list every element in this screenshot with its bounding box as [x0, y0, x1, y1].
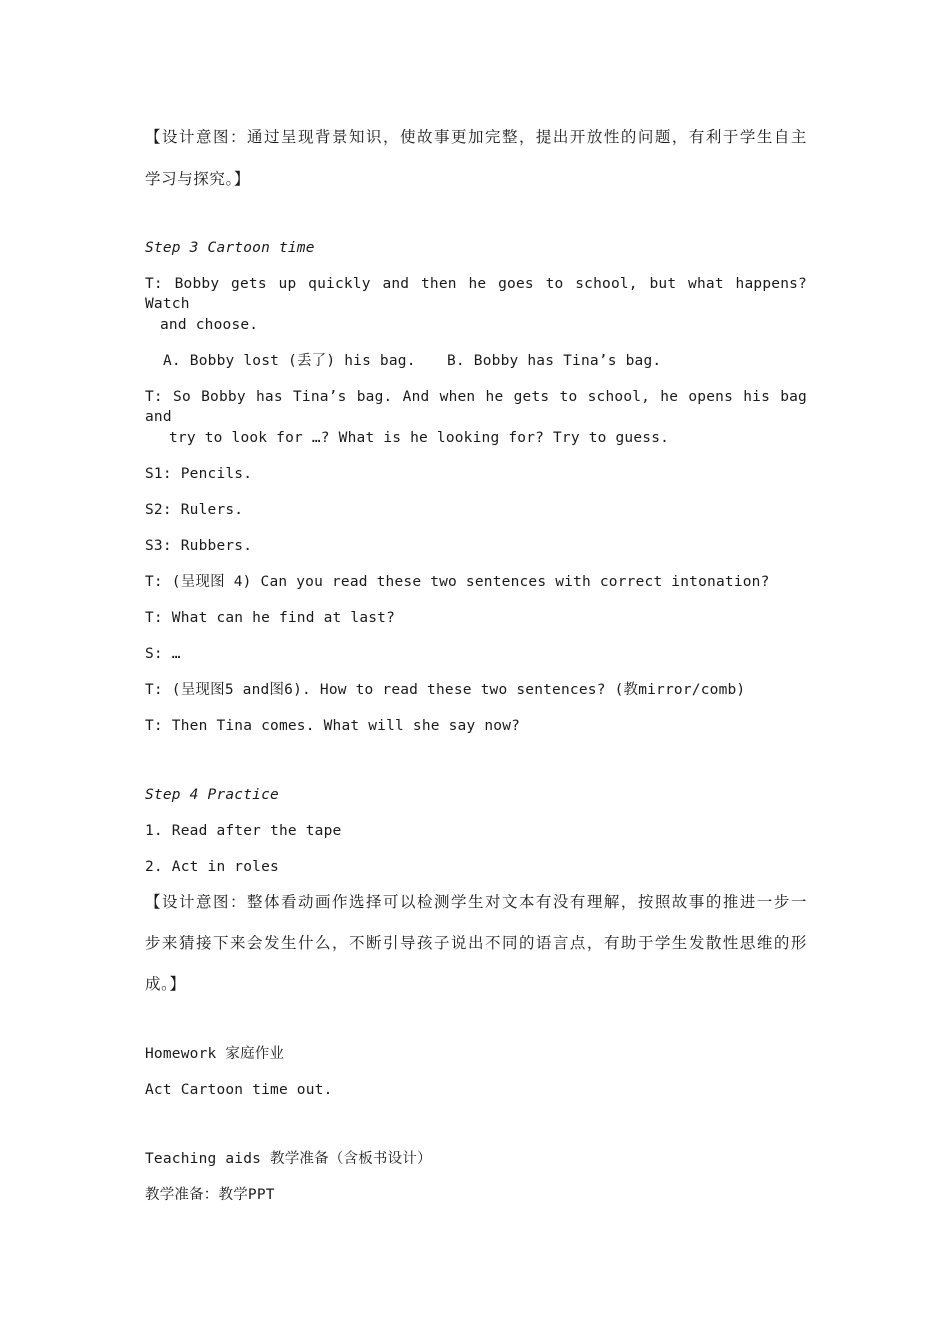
step-4-heading: Step 4 Practice [145, 787, 279, 803]
option-a: A. Bobby lost (丢了) his bag. [163, 353, 416, 369]
step-3-heading: Step 3 Cartoon time [145, 240, 315, 256]
teacher-line-2-cont: try to look for …? What is he looking for? Try to guess. [169, 430, 670, 446]
student-1-line: S1: Pencils. [145, 466, 253, 482]
homework-heading: Homework 家庭作业 [145, 1046, 285, 1062]
design-intent-note-2-line-2: 步来猜接下来会发生什么，不断引导孩子说出不同的语言点，有助于学生发散性思维的形 [145, 934, 807, 952]
design-intent-note-1-line-1: 【设计意图：通过呈现背景知识，使故事更加完整，提出开放性的问题，有利于学生自主 [145, 128, 807, 146]
teaching-aids-text: 教学准备：教学PPT [145, 1187, 275, 1203]
student-3-line: S3: Rubbers. [145, 538, 253, 554]
teacher-line-6: T: Then Tina comes. What will she say now? [145, 718, 521, 734]
practice-item-1: 1. Read after the tape [145, 823, 342, 839]
teacher-line-2: T: So Bobby has Tina’s bag. And when he gets to school, he opens his bag and [145, 389, 807, 425]
teacher-line-5: T: (呈现图5 and图6). How to read these two sentences? (教mirror/comb) [145, 682, 746, 698]
design-intent-note-2-line-3: 成。】 [145, 975, 186, 993]
teacher-line-1-cont: and choose. [160, 317, 259, 333]
teaching-aids-heading: Teaching aids 教学准备（含板书设计） [145, 1151, 432, 1167]
student-line: S: … [145, 646, 181, 662]
design-intent-note-2-line-1: 【设计意图：整体看动画作选择可以检测学生对文本有没有理解，按照故事的推进一步一 [145, 893, 807, 911]
student-2-line: S2: Rulers. [145, 502, 244, 518]
practice-item-2: 2. Act in roles [145, 859, 279, 875]
option-b: B. Bobby has Tina’s bag. [447, 353, 662, 369]
homework-text: Act Cartoon time out. [145, 1082, 333, 1098]
teacher-line-3: T: (呈现图 4) Can you read these two sentences with correct intonation? [145, 574, 770, 590]
design-intent-note-1-line-2: 学习与探究。】 [145, 170, 250, 188]
teacher-line-1: T: Bobby gets up quickly and then he goes to school, but what happens? Watch [145, 276, 807, 312]
teacher-line-4: T: What can he find at last? [145, 610, 396, 626]
